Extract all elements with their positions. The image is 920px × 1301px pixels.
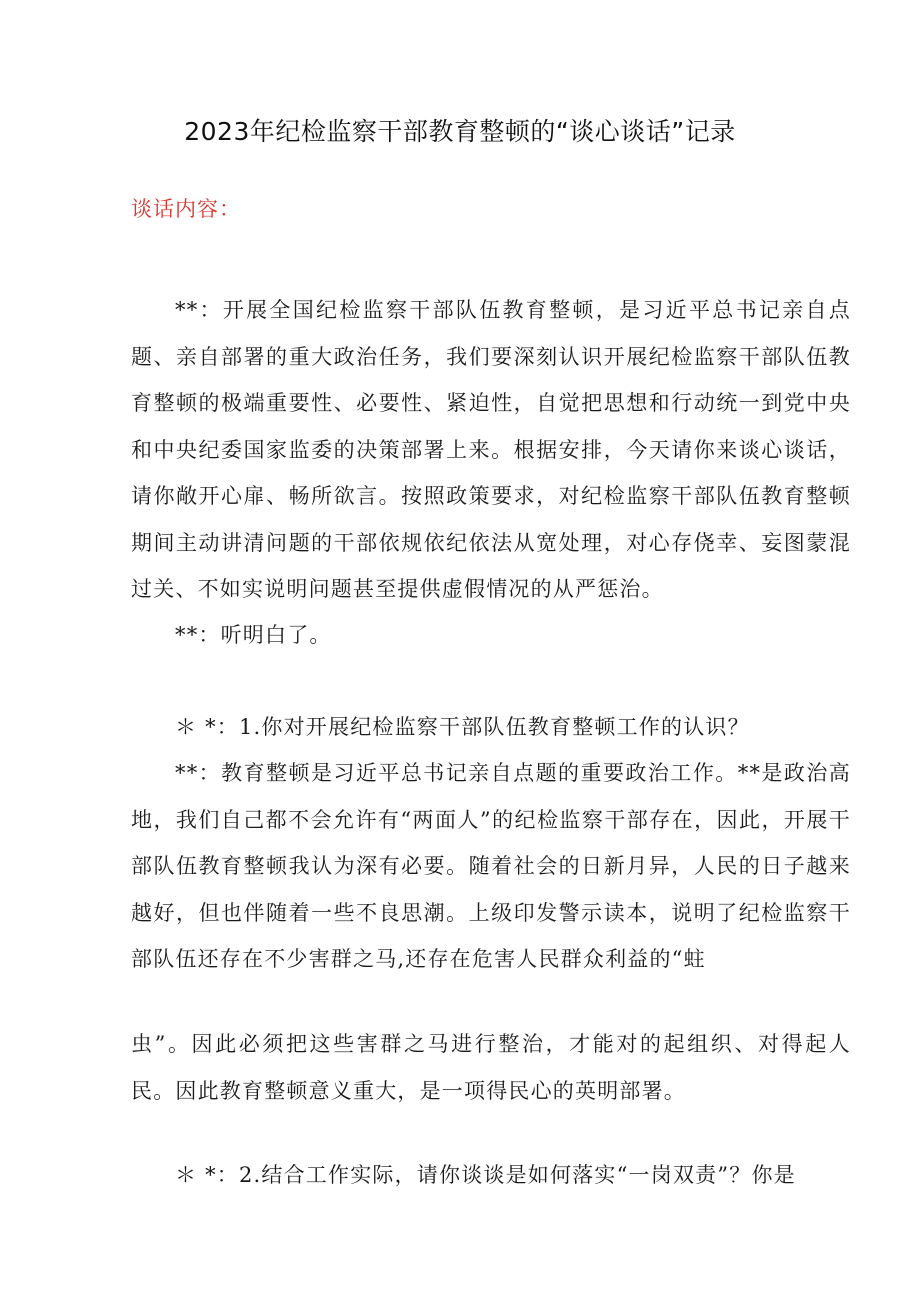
paragraph-answer-1: **：教育整顿是习近平总书记亲自点题的重要政治工作。**是政治高地，我们自己都不会允许有“两面人”的纪检监察干部存在，因此，开展干部队伍教育整顿我认为深有必要。随着社会的日新月异，人民的日子越来越好，但也伴随着一些不良思潮。上级印发警示读本，说明了纪检监察干部队伍还存在不少害群之马,还存在危害人民群众利益的“蛀	[131, 761, 851, 971]
paragraph-opening-statement: **：开展全国纪检监察干部队伍教育整顿，是习近平总书记亲自点题、亲自部署的重大政治任务，我们要深刻认识开展纪检监察干部队伍教育整顿的极端重要性、必要性、紧迫性，自觉把思想和行动统一到党中央和中央纪委国家监委的决策部署上来。根据安排，今天请你来谈心谈话，请你敞开心扉、畅所欲言。按照政策要求，对纪检监察干部队伍教育整顿期间主动讲清问题的干部依规依纪依法从宽处理，对心存侥幸、妄图蒙混过关、不如实说明问题甚至提供虚假情况的从严惩治。	[131, 298, 851, 601]
paragraph-question-1: ＊ *：1.你对开展纪检监察干部队伍教育整顿工作的认识？	[175, 715, 750, 739]
paragraph-question-2: ＊ *：2.结合工作实际，请你谈谈是如何落实“一岗双责”？你是	[175, 1163, 796, 1187]
document-title: 2023年纪检监察干部教育整顿的“谈心谈话”记录	[184, 117, 736, 146]
paragraph-response-understood: **：听明白了。	[175, 623, 332, 647]
paragraph-answer-1-continued: 虫”。因此必须把这些害群之马进行整治，才能对的起组织、对得起人民。因此教育整顿意义重大，是一项得民心的英明部署。	[131, 1032, 851, 1103]
section-label: 谈话内容：	[131, 197, 241, 221]
